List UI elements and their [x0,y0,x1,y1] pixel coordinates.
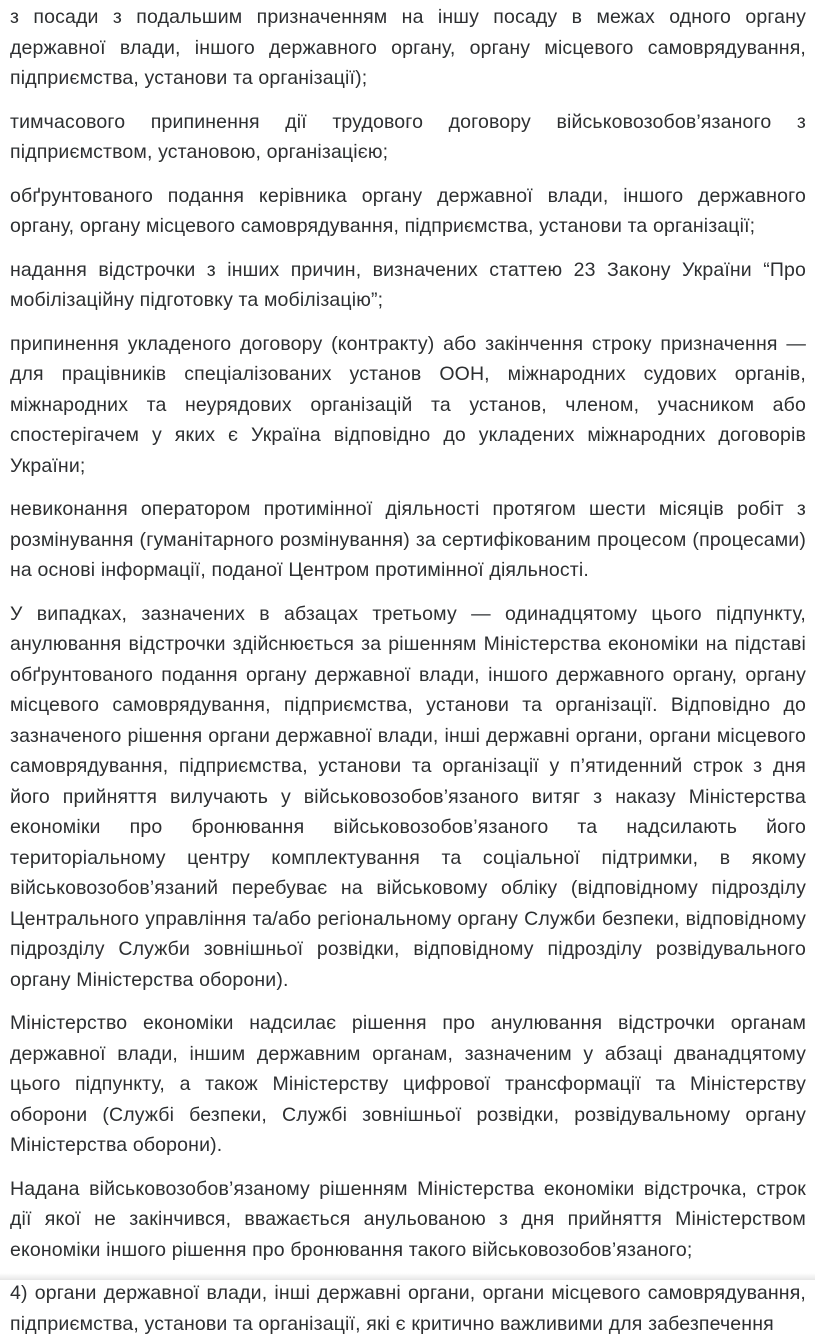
paragraph-ministry-notification: Міністерство економіки надсилає рішення про анулювання відстрочки органам державної влади, іншим державним органам, зазначеним у абзаці дванадцятому цього підпункту, а також Міністерству цифрової трансформації та Міністерству оборони (Службі безпеки, Службі зовнішньої розвідки, розвідувальному органу Міністерства оборони). [10,1012,806,1156]
paragraph-substantiated-submission: обґрунтованого подання керівника органу державної влади, іншого державного органу, органу місцевого самоврядування, підприємства, установи та організації; [10,184,806,237]
paragraph-item-4-critical-bodies: 4) органи державної влади, інші державні органи, органи місцевого самоврядування, підприємства, установи та організації, які є критично важливими для забезпечення [10,1282,806,1335]
paragraph-contract-termination: припинення укладеного договору (контракту) або закінчення строку призначення — для працівників спеціалізованих установ ООН, міжнародних судових органів, міжнародних та неурядових організацій та установ, членом, учасником або спостерігачем у яких є Україна відповідно до укладених міжнародних договорів України; [10,332,806,477]
paragraph-deferral-other-reasons: надання відстрочки з інших причин, визначених статтею 23 Закону України “Про мобілізаційну підготовку та мобілізацію”; [10,258,806,311]
paragraph-deferral-annulment: Надана військовозобов’язаному рішенням Міністерства економіки відстрочка, строк дії якої не закінчився, вважається анульованою з дня прийняття Міністерством економіки іншого рішення про бронювання такого військовозобов’язаного; [10,1177,806,1261]
paragraph-cancellation-procedure: У випадках, зазначених в абзацах третьому — одинадцятому цього підпункту, анулювання відстрочки здійснюється за рішенням Міністерства економіки на підставі обґрунтованого подання органу державної влади, іншого державного органу, органу місцевого самоврядування, підприємства, установи та організації. Відповідно до зазначеного рішення органи державної влади, інші державні органи, органи місцевого самоврядування, підприємства, установи та організації у п’ятиденний строк з дня його прийняття вилучають у військовозобов’язаного витяг з наказу Міністерства економіки про бронювання військовозобов’язаного та надсилають його територіальному центру комплектування та соціальної підтримки, в якому військовозобов’язаний перебуває на військовому обліку (відповідному підрозділу Центрального управління та/або регіональному органу Служби безпеки, відповідному підрозділу Служби зовнішньої розвідки, відповідному підрозділу розвідувального органу Міністерства оборони). [10,602,806,991]
paragraph-dismissal-reappointment: з посади з подальшим призначенням на іншу посаду в межах одного органу державної влади, іншого державного органу, органу місцевого самоврядування, підприємства, установи та організації); [10,6,806,89]
paragraph-temporary-suspension: тимчасового припинення дії трудового договору військовозобов’язаного з підприємством, установою, організацією; [10,110,806,163]
paragraph-demining-operator: невиконання оператором протимінної діяльності протягом шести місяців робіт з розмінування (гуманітарного розмінування) за сертифікованим процесом (процесами) на основі інформації, поданої Центром протимінної діяльності. [10,498,806,581]
